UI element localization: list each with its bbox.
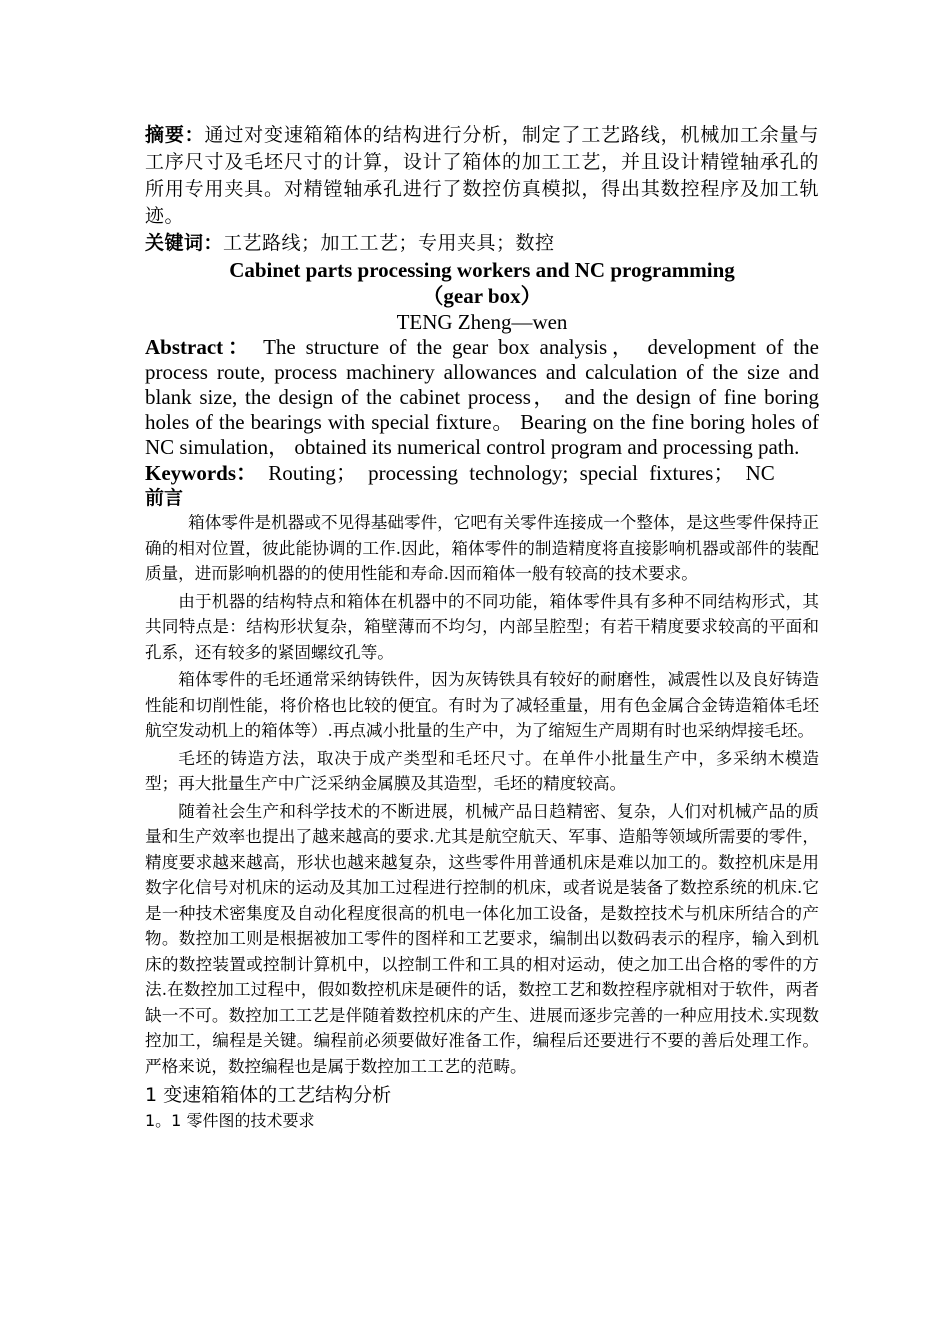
preface-paragraph-2: 由于机器的结构特点和箱体在机器中的不同功能，箱体零件具有多种不同结构形式，其共同特点是：结构形状复杂，箱壁薄而不均匀，内部呈腔型；有若干精度要求较高的平面和孔系，还有较多的紧固螺纹孔等。	[145, 591, 819, 662]
chinese-abstract-text: 通过对变速箱箱体的结构进行分析，制定了工艺路线，机械加工余量与工序尺寸及毛坯尺寸的计算，设计了箱体的加工工艺，并且设计精镗轴承孔的所用专用夹具。对精镗轴承孔进行了数控仿真模拟，得出其数控程序及加工轨迹。	[145, 124, 819, 227]
english-abstract-text: The structure of the gear box analysis， development of the process route, process machinery allowances and calculation of the size and blank size, the design of the cabinet process， and the design of fine boring holes of the bearings with special fixture。 Bearing on the fine boring holes of NC simulation， obtained its numerical control program and processing path.	[145, 335, 819, 459]
preface-paragraph-3: 箱体零件的毛坯通常采纳铸铁件，因为灰铸铁具有较好的耐磨性，减震性以及良好铸造性能和切削性能，将价格也比较的便宜。有时为了减轻重量，用有色金属合金铸造箱体毛坯航空发动机上的箱体等）.再点减小批量的生产中，为了缩短生产周期有时也采纳焊接毛坯。	[145, 670, 819, 740]
chinese-abstract-label: 摘要：	[145, 124, 205, 146]
english-author: TENG Zheng—wen	[396, 310, 568, 334]
english-keywords	[145, 460, 819, 486]
section-1-1-heading: 1。1 零件图的技术要求	[145, 1111, 315, 1130]
english-abstract-label: Abstract：	[145, 335, 254, 359]
section-1-heading: 1 变速箱箱体的工艺结构分析	[145, 1084, 392, 1106]
english-keywords-label: Keywords：	[145, 461, 257, 485]
preface-heading: 前言	[145, 487, 184, 509]
chinese-abstract	[145, 122, 819, 230]
preface-paragraph-5: 随着社会生产和科学技术的不断进展，机械产品日趋精密、复杂，人们对机械产品的质量和生产效率也提出了越来越高的要求.尤其是航空航天、军事、造船等领域所需要的零件，精度要求越来越高，形状也越来越复杂，这些零件用普通机床是难以加工的。数控机床是用数字化信号对机床的运动及其加工过程进行控制的机床，或者说是装备了数控系统的机床.它是一种技术密集度及自动化程度很高的机电一体化加工设备，是数控技术与机床所结合的产物。数控加工则是根据被加工零件的图样和工艺要求，编制出以数码表示的程序，输入到机床的数控装置或控制计算机中，以控制工件和工具的相对运动，使之加工出合格的零件的方法.在数控加工过程中，假如数控机床是硬件的话，数控工艺和数控程序就相对于软件，两者缺一不可。数控加工工艺是伴随着数控机床的产生、进展而逐步完善的一种应用技术.实现数控加工，编程是关键。编程前必须要做好准备工作，编程后还要进行不要的善后处理工作。严格来说，数控编程也是属于数控加工工艺的范畴。	[145, 801, 819, 1076]
chinese-keywords-text: 工艺路线；加工工艺；专用夹具；数控	[223, 232, 555, 254]
english-keywords-text: Routing； processing technology; special fixtures； NC	[257, 461, 775, 485]
preface-paragraph-4: 毛坯的铸造方法，取决于成产类型和毛坯尺寸。在单件小批量生产中，多采纳木模造型；再大批量生产中广泛采纳金属膜及其造型，毛坯的精度较高。	[145, 748, 819, 793]
preface-paragraph-1: 箱体零件是机器或不见得基础零件，它吧有关零件连接成一个整体，是这些零件保持正确的相对位置，彼此能协调的工作.因此，箱体零件的制造精度将直接影响机器或部件的装配质量，进而影响机器的的使用性能和寿命.因而箱体一般有较高的技术要求。	[145, 513, 819, 583]
english-abstract	[145, 335, 819, 460]
chinese-keywords	[145, 230, 819, 257]
chinese-keywords-label: 关键词：	[145, 232, 224, 254]
document-page	[145, 122, 819, 1133]
english-title-line1: Cabinet parts processing workers and NC programming	[229, 258, 735, 282]
english-title-line2: （gear box）	[422, 284, 542, 308]
